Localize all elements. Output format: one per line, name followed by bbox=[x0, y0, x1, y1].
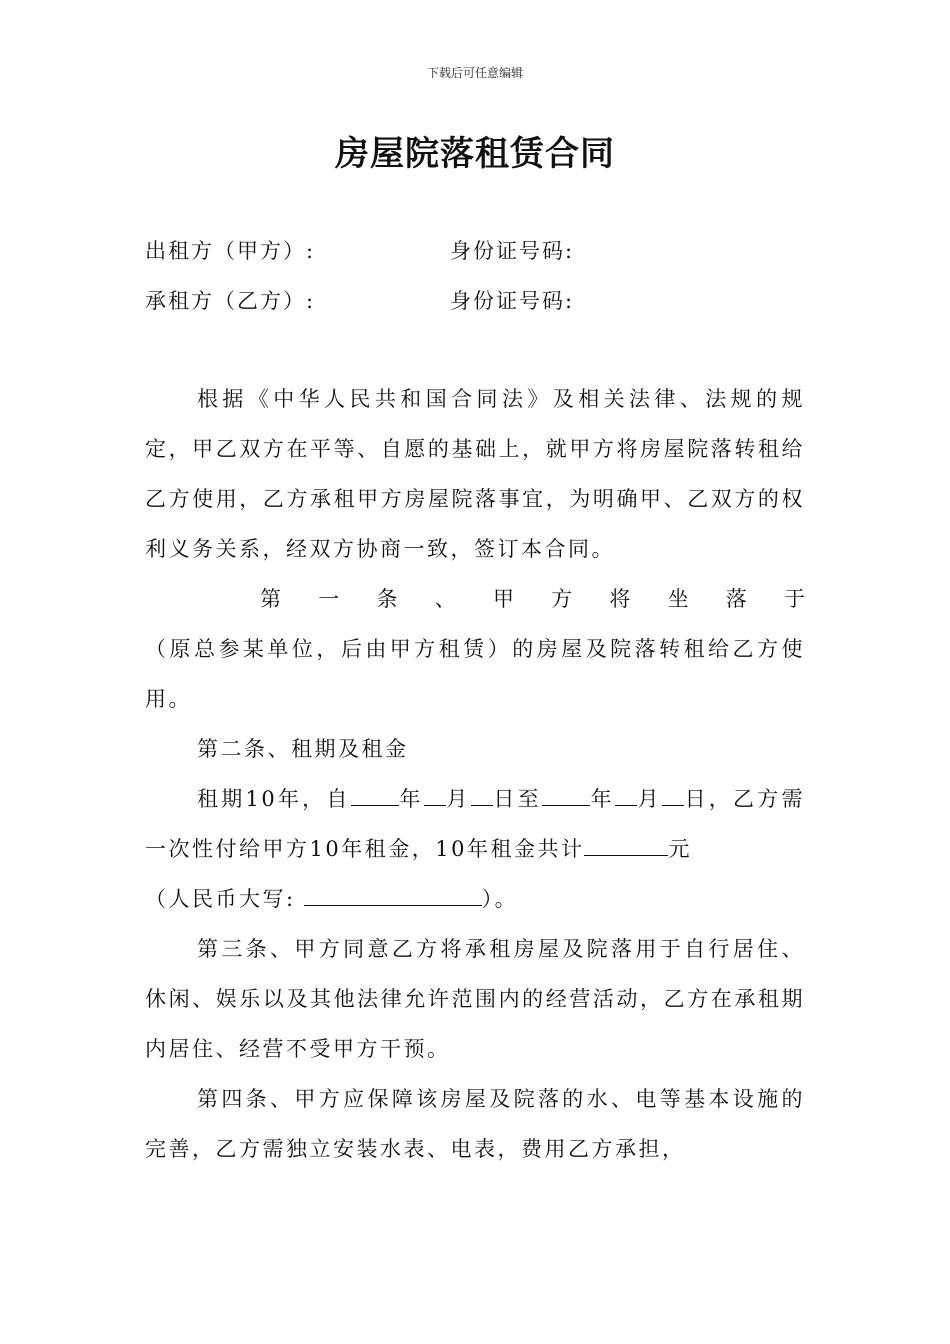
lessor-id-label: 身份证号码: bbox=[450, 239, 575, 263]
article2-caps-line: （人民币大写: ）。 bbox=[145, 887, 519, 911]
lessor-label: 出租方（甲方）: bbox=[145, 239, 316, 263]
rent-caps-blank bbox=[304, 887, 482, 906]
lessee-id-label: 身份证号码: bbox=[450, 289, 575, 313]
article4-paragraph: 第四条、甲方应保障该房屋及院落的水、电等基本设施的完善，乙方需独立安装水表、电表，费用乙方承担， bbox=[145, 1087, 805, 1161]
article2-heading: 第二条、租期及租金 bbox=[197, 737, 409, 761]
rent-total-blank bbox=[584, 837, 668, 856]
contract-title: 房屋院落租赁合同 bbox=[335, 134, 615, 174]
start-year-blank bbox=[351, 787, 399, 806]
start-day-blank bbox=[471, 787, 493, 806]
article2-paragraph: 租期10年，自 年 月 日至 年 月 日，乙方需一次性付给甲方10年租金，10年租金共计 元 bbox=[145, 787, 806, 861]
end-day-blank bbox=[662, 787, 684, 806]
lessee-line bbox=[145, 285, 575, 315]
article1-rest: （原总参某单位，后由甲方租赁）的房屋及院落转租给乙方使用。 bbox=[145, 637, 805, 711]
article3-paragraph: 第三条、甲方同意乙方将承租房屋及院落用于自行居住、休闲、娱乐以及其他法律允许范围内的经营活动，乙方在承租期内居住、经营不受甲方干预。 bbox=[145, 937, 805, 1061]
lessor-line bbox=[145, 235, 575, 265]
lessee-label: 承租方（乙方）: bbox=[145, 289, 316, 313]
contract-body bbox=[145, 374, 805, 1174]
article1-line1: 第 一 条 、 甲 方 将 坐 落 于 bbox=[260, 587, 806, 611]
start-month-blank bbox=[424, 787, 446, 806]
end-month-blank bbox=[615, 787, 637, 806]
end-year-blank bbox=[542, 787, 590, 806]
header-note: 下载后可任意编辑 bbox=[426, 66, 523, 80]
intro-paragraph: 根据《中华人民共和国合同法》及相关法律、法规的规定，甲乙双方在平等、自愿的基础上，就甲方将房屋院落转租给乙方使用，乙方承租甲方房屋院落事宜，为明确甲、乙双方的权利义务关系，经双方协商一致，签订本合同。 bbox=[145, 387, 805, 561]
